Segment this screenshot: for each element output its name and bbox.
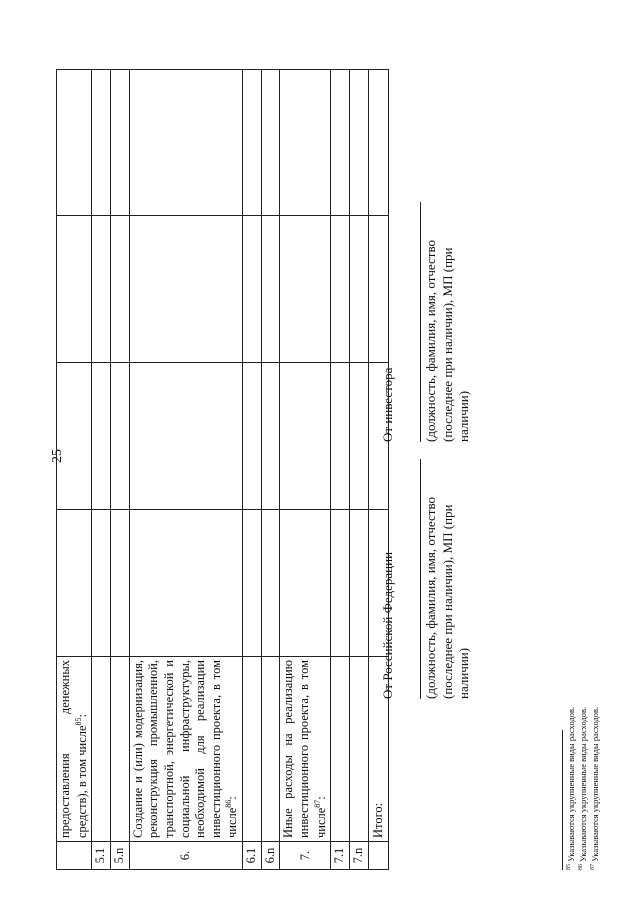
row-description: Итого: <box>368 657 388 842</box>
value-cell <box>129 216 243 363</box>
value-cell <box>261 510 280 657</box>
table-row <box>243 70 262 870</box>
footnote-ref: 87 <box>312 799 322 808</box>
value-cell <box>111 70 130 216</box>
value-cell <box>111 363 130 510</box>
value-cell <box>243 510 262 657</box>
row-number: 7. <box>280 842 331 870</box>
signature-title: От Российской Федерации <box>380 551 395 699</box>
signature-caption: (должность, фамилия, имя, отчество (последнее при наличии), МП (при наличии) <box>420 202 472 442</box>
value-cell <box>350 70 369 216</box>
value-cell <box>261 363 280 510</box>
value-cell <box>350 510 369 657</box>
page-number: 25 <box>50 449 65 463</box>
row-description <box>92 657 111 842</box>
signature-block-federation <box>380 449 472 699</box>
value-cell <box>92 510 111 657</box>
value-cell <box>331 363 350 510</box>
row-description <box>111 657 130 842</box>
value-cell <box>261 70 280 216</box>
row-number: 5.n <box>111 842 130 870</box>
signature-caption: (должность, фамилия, имя, отчество (последнее при наличии), МП (при наличии) <box>420 459 472 699</box>
table-row <box>111 70 130 870</box>
signature-title: От инвестора <box>380 367 395 442</box>
value-cell <box>280 510 331 657</box>
value-cell <box>243 70 262 216</box>
table-row <box>350 70 369 870</box>
footnote-ref: 85 <box>73 717 83 726</box>
row-description: Иные расходы на реализацию инвестиционного проекта, в том числе$^{87}$: <box>280 657 331 842</box>
value-cell <box>111 216 130 363</box>
footnote: $^{86}$ Указываются укрупненные виды расходов. <box>578 706 588 870</box>
value-cell <box>57 363 92 510</box>
value-cell <box>92 363 111 510</box>
footnote-divider <box>562 730 563 870</box>
value-cell <box>331 70 350 216</box>
row-description <box>261 657 280 842</box>
row-number: 6.n <box>261 842 280 870</box>
table-row <box>280 70 331 870</box>
row-description: предоставления денежных средств), в том числе$^{85}$: <box>57 657 92 842</box>
row-number <box>368 842 388 870</box>
value-cell <box>57 216 92 363</box>
value-cell <box>111 510 130 657</box>
value-cell <box>350 363 369 510</box>
row-number: 7.1 <box>331 842 350 870</box>
row-number: 7.n <box>350 842 369 870</box>
value-cell <box>280 363 331 510</box>
row-number: 6.1 <box>243 842 262 870</box>
row-description <box>331 657 350 842</box>
value-cell <box>243 216 262 363</box>
value-cell <box>261 216 280 363</box>
table-row <box>57 70 92 870</box>
table-row <box>331 70 350 870</box>
value-cell <box>331 510 350 657</box>
row-number: 5.1 <box>92 842 111 870</box>
footnote: $^{85}$ Указываются укрупненные виды расходов. <box>566 706 576 870</box>
value-cell <box>92 216 111 363</box>
value-cell <box>350 216 369 363</box>
row-number <box>57 842 92 870</box>
value-cell <box>57 510 92 657</box>
value-cell <box>280 216 331 363</box>
value-cell <box>129 510 243 657</box>
row-description: Создание и (или) модернизация, реконструкция промышленной, транспортной, энергетической и социальной инфраструктуры, необходимой для реализации инвестиционного проекта, в том числе$^{86}$: <box>129 657 243 842</box>
value-cell <box>243 363 262 510</box>
footnote: $^{87}$ Указываются укрупненные виды расходов. <box>590 706 600 870</box>
value-cell <box>129 70 243 216</box>
table-row <box>261 70 280 870</box>
expenses-table <box>56 69 389 870</box>
footnote-ref: 86 <box>224 799 234 808</box>
row-description <box>243 657 262 842</box>
signature-block-investor <box>380 192 472 442</box>
value-cell <box>57 70 92 216</box>
row-number: 6. <box>129 842 243 870</box>
value-cell <box>280 70 331 216</box>
table-row <box>92 70 111 870</box>
table-body <box>57 70 389 870</box>
value-cell <box>92 70 111 216</box>
value-cell <box>129 363 243 510</box>
row-description <box>350 657 369 842</box>
table-row <box>129 70 243 870</box>
value-cell <box>331 216 350 363</box>
